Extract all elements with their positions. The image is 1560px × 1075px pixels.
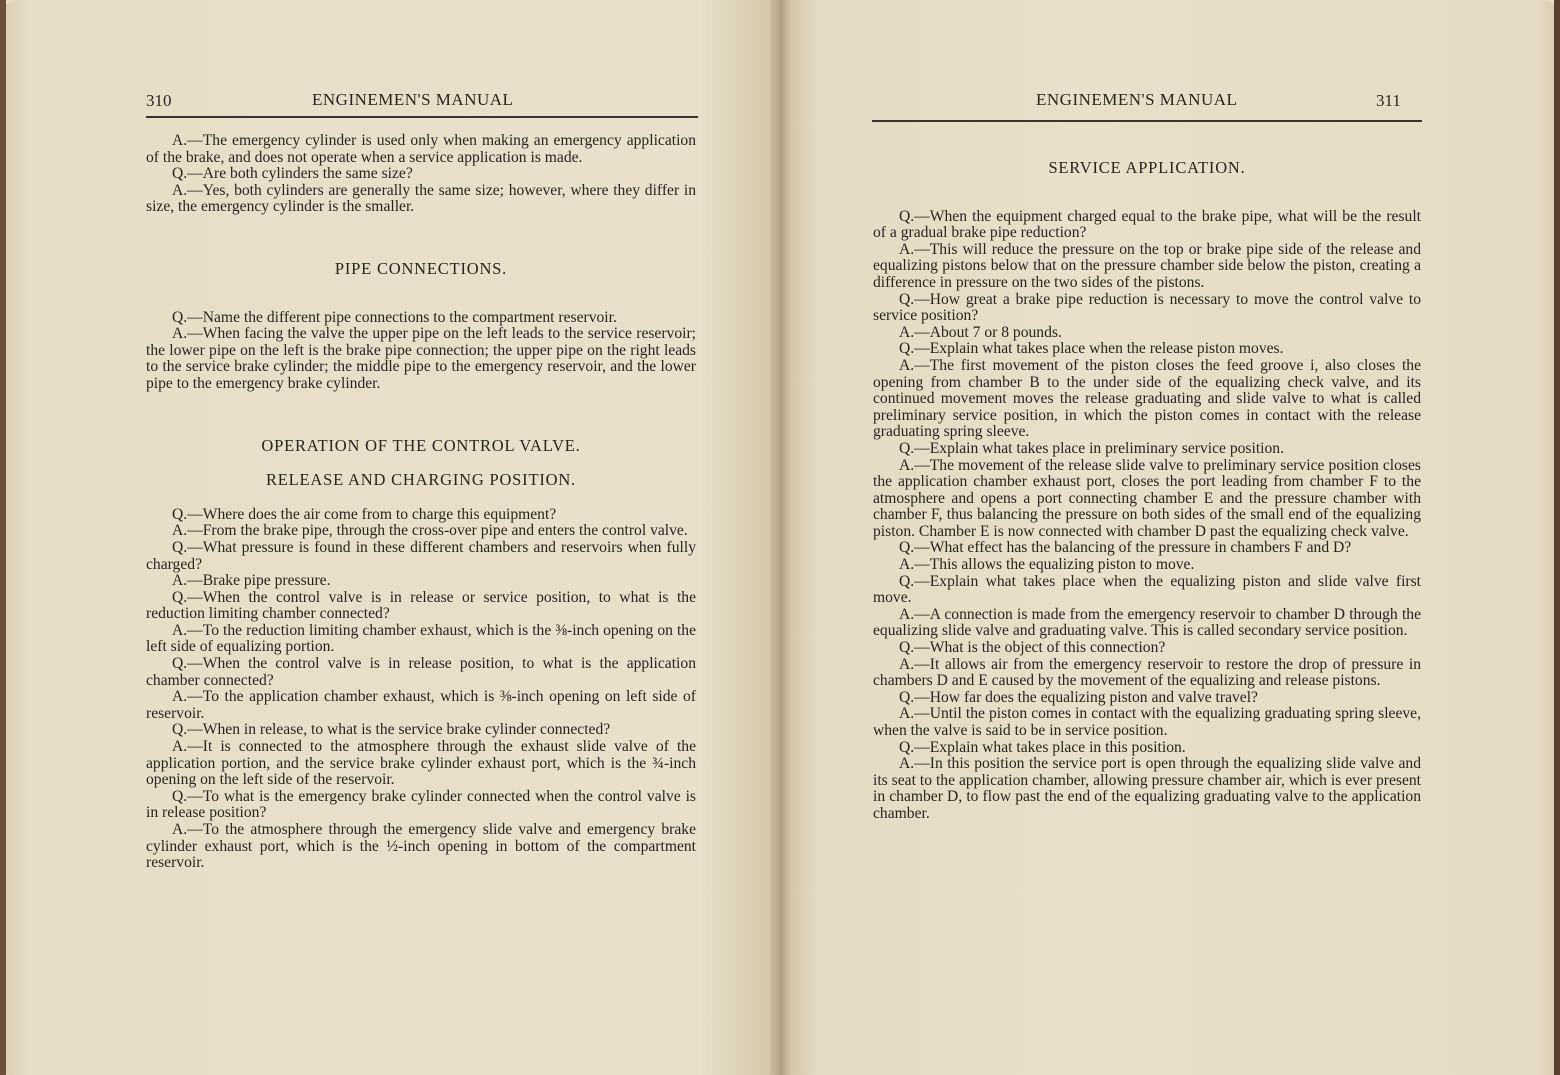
paragraph: Q.—To what is the emergency brake cylinder connected when the control valve is in release position? <box>146 787 696 822</box>
paragraph: Q.—When the control valve is in release position, to what is the application chamber connected? <box>146 655 696 689</box>
paragraph: A.—The emergency cylinder is used only when making an emergency application of the brake, and does not operate when a service application is made. <box>146 132 696 166</box>
paragraph: A.—It is connected to the atmosphere through the exhaust slide valve of the application portion, and the service brake cylinder exhaust port, which is the ¾-inch opening on the left side of the reservoir. <box>146 738 696 789</box>
paragraph: Q.—Explain what takes place in preliminary service position. <box>899 439 1284 457</box>
paragraph: Q.—Explain what takes place in this position. <box>899 738 1186 756</box>
paragraph: Q.—What is the object of this connection? <box>899 639 1166 657</box>
paragraph: Q.—Name the different pipe connections to the compartment reservoir. <box>172 308 617 326</box>
right-column <box>873 160 1421 823</box>
header-rule <box>872 120 1422 122</box>
page-number: 311 <box>1376 91 1401 110</box>
left-column <box>146 133 696 872</box>
cover-edge-left <box>0 0 6 1075</box>
paragraph: A.—Brake pipe pressure. <box>172 572 331 590</box>
header-rule <box>146 116 698 118</box>
section-heading: SERVICE APPLICATION. <box>1048 158 1246 177</box>
paragraph: A.—When facing the valve the upper pipe on the left leads to the service reservoir; the lower pipe on the left is the brake pipe connection; the upper pipe on the right leads to the service brake cylinder; the middle pipe to the emergency reservoir, and the lower pipe to the emergency brake cylinder. <box>146 325 696 392</box>
paragraph: A.—A connection is made from the emergency reservoir to chamber D through the equalizing slide valve and graduating valve. This is called secondary service position. <box>873 605 1421 640</box>
paragraph: Q.—When in release, to what is the service brake cylinder connected? <box>172 721 611 739</box>
paragraph: A.—In this position the service port is open through the equalizing slide valve and its seat to the application chamber, allowing pressure chamber air, which is ever present in chamber D, to flow past the end of the equalizing graduating valve to the application chamber. <box>873 755 1421 822</box>
paragraph: A.—It allows air from the emergency reservoir to restore the drop of pressure in chambers D and E caused by the movement of the equalizing and release pistons. <box>873 655 1421 690</box>
book-gutter <box>770 0 790 1075</box>
paragraph: Q.—What effect has the balancing of the pressure in chambers F and D? <box>899 539 1352 557</box>
paragraph: A.—Until the piston comes in contact with the equalizing graduating spring sleeve, when the valve is said to be in service position. <box>873 705 1421 739</box>
paragraph: A.—This will reduce the pressure on the top or brake pipe side of the release and equalizing pistons below that on the pressure chamber side below the piston, creating a difference in pressure on the two sides of the pistons. <box>873 240 1421 291</box>
paragraph: Q.—What pressure is found in these different chambers and reservoirs when fully charged? <box>146 538 696 573</box>
paragraph: A.—To the application chamber exhaust, which is ⅜-inch opening on left side of reservoir. <box>146 688 696 722</box>
paragraph: Q.—When the control valve is in release or service position, to what is the reduction limiting chamber connected? <box>146 588 696 623</box>
paragraph: A.—The first movement of the piston closes the feed groove i, also closes the opening from chamber B to the under side of the equalizing check valve, and its continued movement moves the release graduating and slide valve to what is called preliminary service position, in which the piston comes in contact with the release graduating spring sleeve. <box>873 356 1421 441</box>
right-page <box>778 0 1560 1075</box>
cover-edge-right <box>1554 0 1560 1075</box>
paragraph: A.—Yes, both cylinders are generally the same size; however, where they differ in size, the emergency cylinder is the smaller. <box>146 181 696 216</box>
section-heading: OPERATION OF THE CONTROL VALVE. <box>261 435 581 455</box>
paragraph: Q.—Explain what takes place when the equalizing piston and slide valve first move. <box>873 572 1421 607</box>
left-page <box>0 0 778 1075</box>
paragraph: Q.—When the equipment charged equal to the brake pipe, what will be the result of a gradual brake pipe reduction? <box>873 207 1421 242</box>
paragraph: A.—To the reduction limiting chamber exhaust, which is the ⅜-inch opening on the left side of equalizing portion. <box>146 621 696 656</box>
paragraph: A.—This allows the equalizing piston to move. <box>899 556 1195 574</box>
page-number: 310 <box>146 91 172 110</box>
paragraph: A.—From the brake pipe, through the cross-over pipe and enters the control valve. <box>172 522 688 540</box>
paragraph: Q.—Where does the air come from to charge this equipment? <box>172 505 557 523</box>
paragraph: Q.—Are both cylinders the same size? <box>172 165 413 183</box>
running-head: ENGINEMEN'S MANUAL <box>1036 90 1238 109</box>
section-heading: PIPE CONNECTIONS. <box>334 258 508 278</box>
paragraph: A.—The movement of the release slide valve to preliminary service position closes the application chamber exhaust port, closes the port leading from chamber F to the atmosphere and opens a port connecting chamber E and the pressure chamber with chamber F, thus balancing the pressure on both sides of the small end of the equalizing piston. Chamber E is now connected with chamber D past the equalizing check valve. <box>873 456 1421 540</box>
paragraph: Q.—How great a brake pipe reduction is necessary to move the control valve to service position? <box>873 290 1421 325</box>
running-head: ENGINEMEN'S MANUAL <box>312 90 514 109</box>
paragraph: A.—About 7 or 8 pounds. <box>899 323 1062 341</box>
section-heading: RELEASE AND CHARGING POSITION. <box>265 470 576 490</box>
paragraph: A.—To the atmosphere through the emergency slide valve and emergency brake cylinder exhaust port, which is the ½-inch opening in bottom of the compartment reservoir. <box>146 821 696 872</box>
paragraph: Q.—How far does the equalizing piston and valve travel? <box>899 688 1258 706</box>
paragraph: Q.—Explain what takes place when the release piston moves. <box>899 340 1284 358</box>
